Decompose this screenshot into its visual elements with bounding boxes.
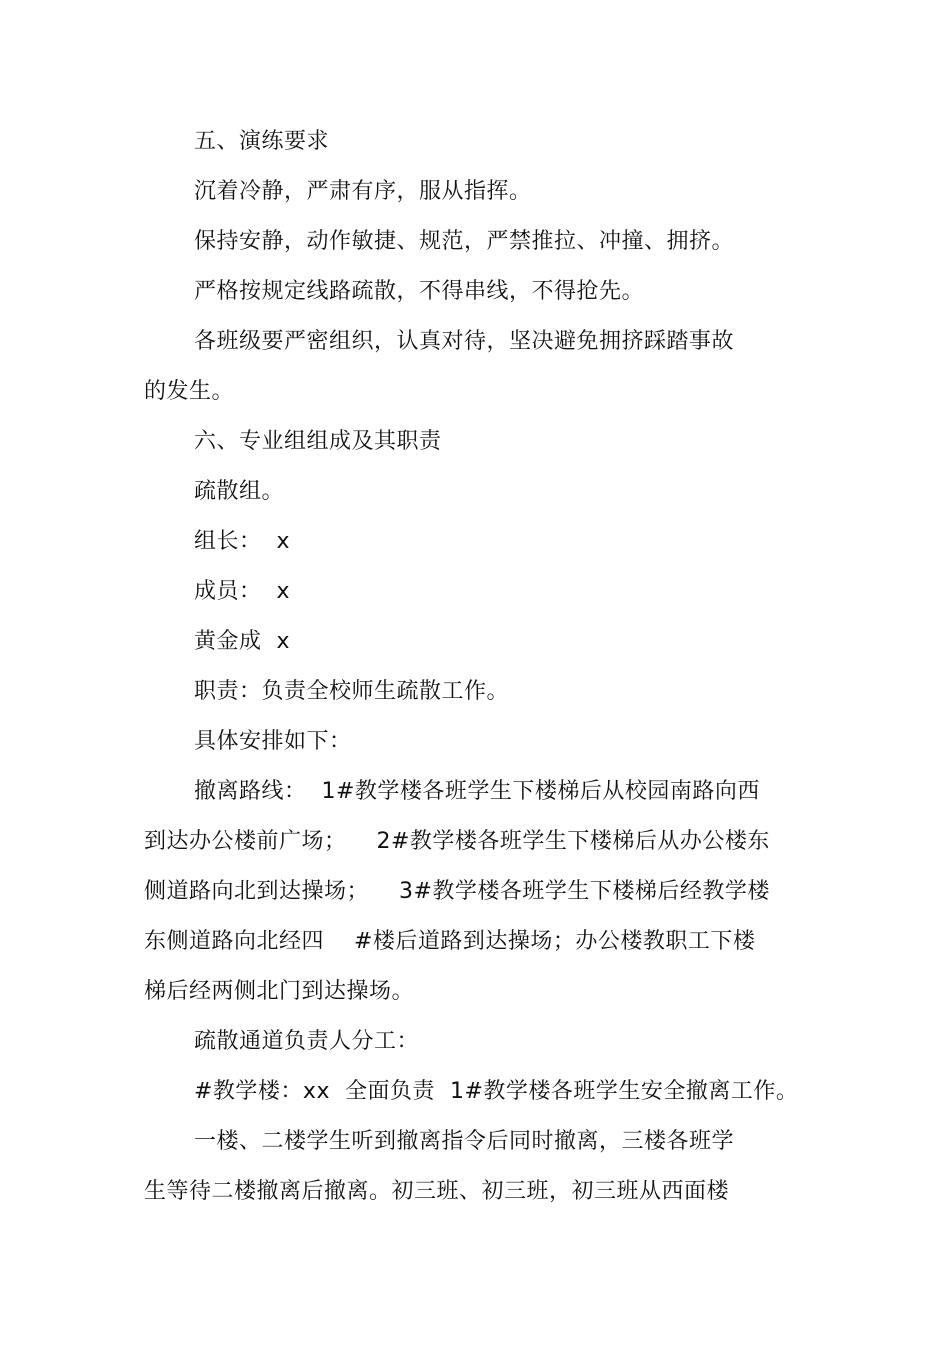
paragraph-line: 沉着冷静，严肃有序，服从指挥。 <box>194 179 532 204</box>
paragraph-line: 撤离路线： 1#教学楼各班学生下楼梯后从校园南路向西 <box>194 779 760 804</box>
paragraph-line: 保持安静，动作敏捷、规范，严禁推拉、冲撞、拥挤。 <box>194 229 735 254</box>
paragraph-line: #教学楼：xx 全面负责 1#教学楼各班学生安全撤离工作。 <box>194 1079 799 1104</box>
paragraph-line: 疏散组。 <box>194 479 285 504</box>
paragraph-line: 的发生。 <box>144 379 235 404</box>
paragraph-line: 梯后经两侧北门到达操场。 <box>144 979 415 1004</box>
paragraph-line: 东侧道路向北经四 #楼后道路到达操场；办公楼教职工下楼 <box>144 929 756 954</box>
paragraph-line: 各班级要严密组织，认真对待，坚决避免拥挤踩踏事故 <box>194 329 735 354</box>
paragraph-line: 严格按规定线路疏散，不得串线，不得抢先。 <box>194 279 645 304</box>
paragraph-line: 职责：负责全校师生疏散工作。 <box>194 679 510 704</box>
section-heading-drill-requirements: 五、演练要求 <box>194 129 330 154</box>
paragraph-line: 侧道路向北到达操场； 3#教学楼各班学生下楼梯后经教学楼 <box>144 879 770 904</box>
section-heading-groups-duties: 六、专业组组成及其职责 <box>194 429 442 454</box>
paragraph-line: 具体安排如下： <box>194 729 352 754</box>
paragraph-line: 疏散通道负责人分工： <box>194 1029 420 1054</box>
paragraph-line: 黄金成 x <box>194 629 291 654</box>
paragraph-line: 到达办公楼前广场； 2#教学楼各班学生下楼梯后从办公楼东 <box>144 829 770 854</box>
paragraph-line: 组长： x <box>194 529 291 554</box>
paragraph-line: 生等待二楼撤离后撤离。初三班、初三班，初三班从西面楼 <box>144 1179 730 1204</box>
paragraph-line: 一楼、二楼学生听到撤离指令后同时撤离，三楼各班学 <box>194 1129 735 1154</box>
paragraph-line: 成员： x <box>194 579 291 604</box>
